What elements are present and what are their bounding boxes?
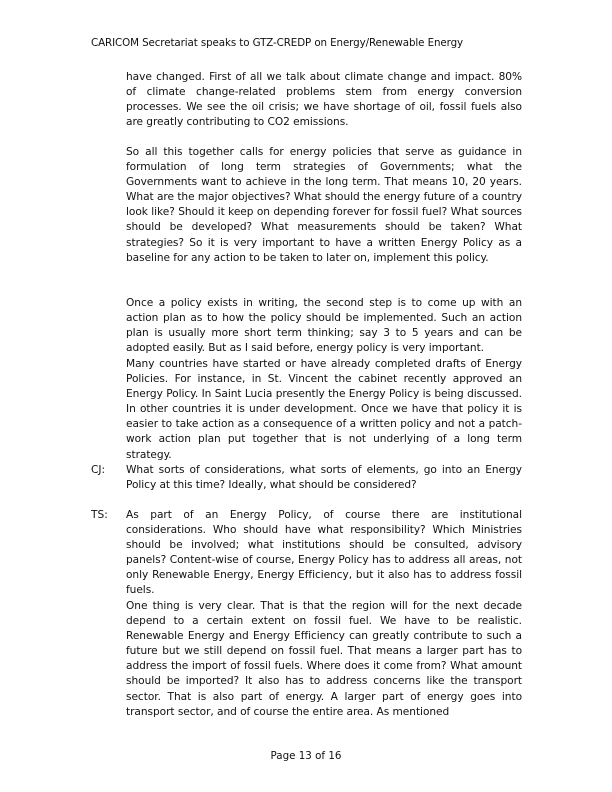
- page-number: Page 13 of 16: [270, 750, 342, 762]
- paragraph-energy-policies: So all this together calls for energy policies that serve as guidance in formulation of long term strategies of Governments; what the Governments want to achieve in the long term. That means 10, 20 years. What are the major objectives? What should the energy future of a country look like? Should it keep on depending forever for fossil fuel? What sources should be developed? What measurements should be taken? What strategies? So it is very important to have a written Energy Policy as a baseline for any action to be taken to later on, implement this policy.: [126, 146, 522, 264]
- paragraph-climate-change: have changed. First of all we talk about climate change and impact. 80% of climate change-related problems stem from energy conversion processes. We see the oil crisis; we have shortage of oil, fossil fuels also are greatly contributing to CO2 emissions.: [126, 71, 522, 129]
- speaker-label-ts: TS:: [91, 509, 108, 521]
- answer-ts: As part of an Energy Policy, of course there are institutional considerations. Who should have what responsibility? Which Ministries should be involved; what institutions should be consulted, advisory panels? Content-wise of course, Energy Policy has to address all areas, not only Renewable Energy, Energy Efficiency, but it also has to address fossil fuels.: [126, 509, 522, 597]
- speaker-label-cj: CJ:: [91, 464, 106, 476]
- paragraph-action-plan: Once a policy exists in writing, the second step is to come up with an action plan as to how the policy should be implemented. Such an action plan is usually more short term thinking; say 3 to 5 years and can be adopted easily. But as I said before, energy policy is very important.: [126, 297, 522, 355]
- paragraph-countries-drafts: Many countries have started or have already completed drafts of Energy Policies. For instance, in St. Vincent the cabinet recently approved an Energy Policy. In Saint Lucia presently the Energy Policy is being discussed. In other countries it is under development. Once we have that policy it is easier to take action as a consequence of a written policy and not a patch-work action plan put together that is not underlying of a long term strategy.: [126, 358, 522, 461]
- paragraph-fossil-fuel: One thing is very clear. That is that the region will for the next decade depend to a certain extent on fossil fuel. We have to be realistic. Renewable Energy and Energy Efficiency can greatly contribute to such a future but we still depend on fossil fuel. That means a larger part has to address the import of fossil fuels. Where does it come from? What amount should be imported? It also has to address concerns like the transport sector. That is also part of energy. A larger part of energy goes into transport sector, and of course the entire area. As mentioned: [126, 600, 522, 718]
- question-cj: What sorts of considerations, what sorts of elements, go into an Energy Policy at this time? Ideally, what should be considered?: [126, 464, 522, 492]
- running-header: CARICOM Secretariat speaks to GTZ-CREDP on Energy/Renewable Energy: [91, 37, 464, 49]
